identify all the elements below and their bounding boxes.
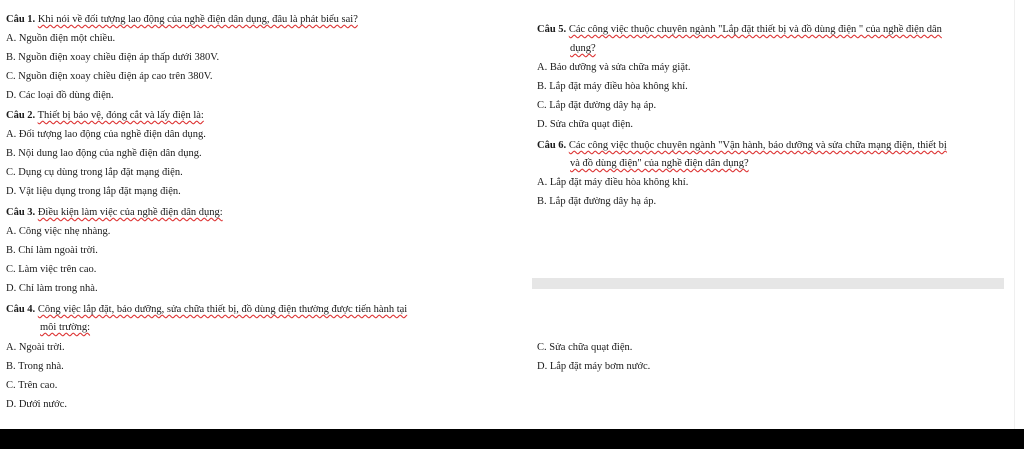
q5-option-b: B. Lắp đặt máy điều hòa không khí. (537, 81, 688, 92)
q6-option-c: C. Sửa chữa quạt điện. (537, 342, 633, 353)
q5-option-c: C. Lắp đặt đường dây hạ áp. (537, 100, 657, 111)
question-number: Câu 4. (6, 304, 36, 315)
q5-option-d: D. Sửa chữa quạt điện. (537, 119, 633, 130)
page-gap-divider (532, 278, 1004, 289)
question-stem: Điều kiện làm việc của nghề điện dân dụng: (37, 207, 223, 218)
question-6 (537, 139, 947, 153)
q5-option-a: A. Bảo dưỡng và sửa chữa máy giặt. (537, 62, 691, 73)
q3-option-a: A. Công việc nhẹ nhàng. (6, 226, 111, 237)
q2-option-b: B. Nội dung lao động của nghề điện dân dụng. (6, 148, 202, 159)
question-number: Câu 2. (6, 110, 36, 121)
question-number: Câu 1. (6, 14, 36, 25)
q4-option-a: A. Ngoài trời. (6, 342, 65, 353)
q1-option-b: B. Nguồn điện xoay chiều điện áp thấp dưới 380V. (6, 52, 220, 63)
question-5 (537, 23, 942, 37)
question-3 (6, 206, 223, 220)
question-stem: Công việc lắp đặt, bảo dưỡng, sửa chữa thiết bị, đồ dùng điện thường được tiến hành tại (37, 304, 408, 315)
q4-option-d: D. Dưới nước. (6, 399, 67, 410)
q1-option-d: D. Các loại đồ dùng điện. (6, 90, 114, 101)
q6-option-d: D. Lắp đặt máy bơm nước. (537, 361, 651, 372)
q3-option-d: D. Chỉ làm trong nhà. (6, 283, 98, 294)
bottom-black-strip (0, 429, 1024, 449)
question-stem-continued: và đồ dùng điện" của nghề điện dân dụng? (570, 158, 749, 169)
question-4 (6, 303, 407, 317)
question-number: Câu 5. (537, 24, 567, 35)
question-stem: Khi nói về đối tượng lao động của nghề điện dân dụng, đâu là phát biểu sai? (37, 14, 358, 25)
q3-option-c: C. Làm việc trên cao. (6, 264, 97, 275)
q4-option-c: C. Trên cao. (6, 380, 58, 391)
q2-option-a: A. Đối tượng lao động của nghề điện dân dụng. (6, 129, 206, 140)
q2-option-c: C. Dụng cụ dùng trong lắp đặt mạng điện. (6, 167, 183, 178)
question-stem: Thiết bị bảo vệ, đóng cắt và lấy điện là: (37, 110, 204, 121)
q1-option-c: C. Nguồn điện xoay chiều điện áp cao trên 380V. (6, 71, 213, 82)
question-2 (6, 109, 204, 123)
q1-option-a: A. Nguồn điện một chiều. (6, 33, 116, 44)
question-stem: Các công việc thuộc chuyên ngành "Vận hành, bảo dưỡng và sửa chữa mạng điện, thiết bị (568, 140, 947, 151)
q2-option-d: D. Vật liệu dụng trong lắp đặt mạng điện. (6, 186, 181, 197)
vertical-scrollbar[interactable] (1014, 0, 1024, 429)
q6-option-a: A. Lắp đặt máy điều hòa không khí. (537, 177, 689, 188)
question-number: Câu 6. (537, 140, 567, 151)
question-1 (6, 13, 358, 27)
question-stem-continued: dụng? (570, 43, 596, 54)
question-number: Câu 3. (6, 207, 36, 218)
q3-option-b: B. Chỉ làm ngoài trời. (6, 245, 98, 256)
question-stem-continued: môi trường: (40, 322, 91, 333)
q6-option-b: B. Lắp đặt đường dây hạ áp. (537, 196, 657, 207)
q4-option-b: B. Trong nhà. (6, 361, 64, 372)
question-stem: Các công việc thuộc chuyên ngành "Lắp đặt thiết bị và đồ dùng điện " của nghề điện dân (568, 24, 942, 35)
